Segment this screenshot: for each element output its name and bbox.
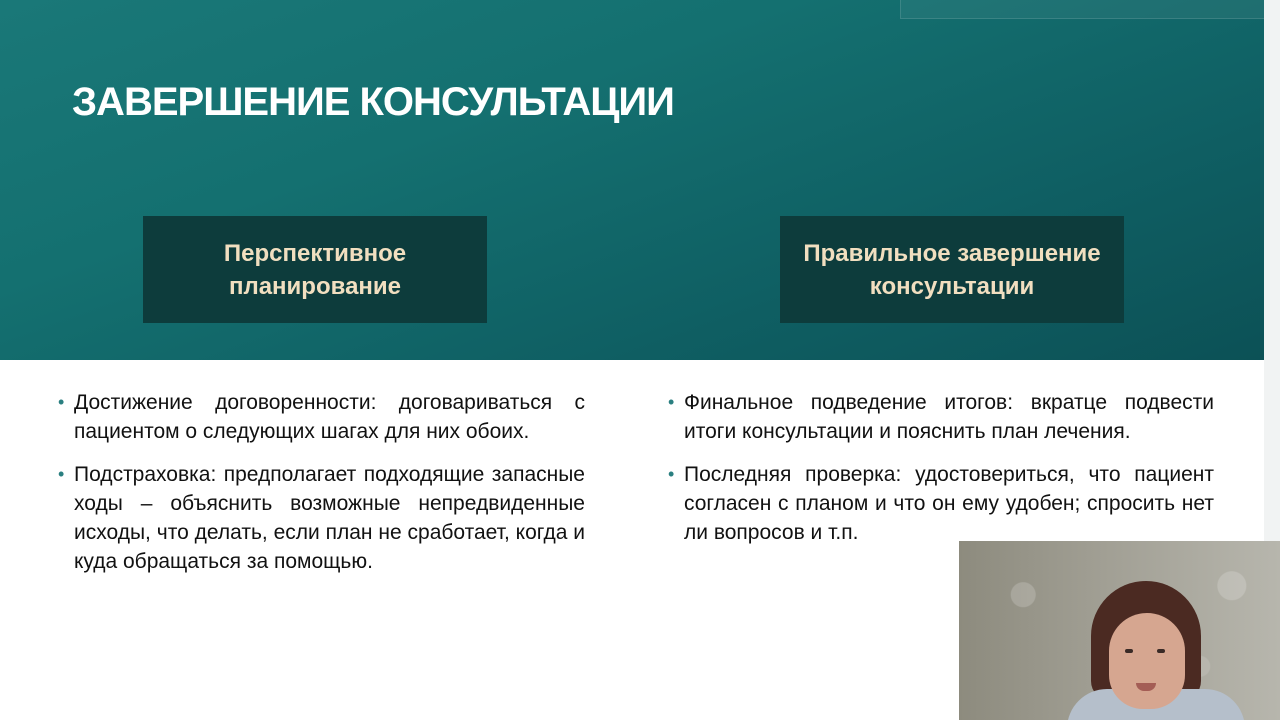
presenter-face xyxy=(1109,613,1185,709)
bullet-item xyxy=(58,460,585,576)
bullet-item xyxy=(58,388,585,446)
card-title: Правильное завершение консультации xyxy=(803,239,1101,300)
webcam-overlay xyxy=(959,541,1280,720)
bullet-item xyxy=(668,460,1214,547)
presenter-eye xyxy=(1125,649,1133,653)
bullet-dot-icon: • xyxy=(668,392,675,412)
bullet-text: Подстраховка: предполагает подходящие запасные ходы – объяснить возможные непредвиденные исходы, что делать, если план не сработает, когда и куда обращаться за помощью. xyxy=(74,463,585,573)
bullet-dot-icon: • xyxy=(58,392,65,412)
bullet-text: Последняя проверка: удостовериться, что пациент согласен с планом и что он ему удобен; спросить нет ли вопросов и т.п. xyxy=(684,463,1214,544)
bullet-dot-icon: • xyxy=(668,464,675,484)
left-bullet-list xyxy=(58,388,585,590)
card-title: Перспективное планирование xyxy=(223,239,407,300)
card-perspective-planning xyxy=(143,216,487,323)
header-decoration xyxy=(900,0,1265,19)
bullet-item xyxy=(668,388,1214,446)
right-bullet-list xyxy=(668,388,1214,561)
bullet-text: Финальное подведение итогов: вкратце подвести итоги консультации и пояснить план лечения. xyxy=(684,391,1214,443)
slide-title: ЗАВЕРШЕНИЕ КОНСУЛЬТАЦИИ xyxy=(72,80,674,124)
presenter-eye xyxy=(1157,649,1165,653)
bullet-dot-icon: • xyxy=(58,464,65,484)
card-proper-ending xyxy=(780,216,1124,323)
bullet-text: Достижение договоренности: договариваться с пациентом о следующих шагах для них обоих. xyxy=(74,391,585,443)
